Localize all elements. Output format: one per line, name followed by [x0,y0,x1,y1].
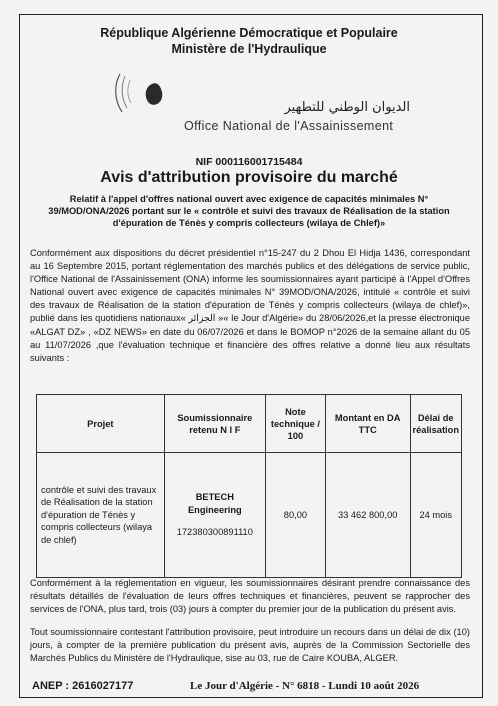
cell-company-name: BETECH Engineering [187,492,242,515]
ona-logo-icon [112,70,172,118]
cell-montant: 33 462 800,00 [325,453,410,578]
office-name-latin: Office National de l'Assainissement [184,119,394,133]
col-header-projet: Projet [37,395,165,453]
anep-reference: ANEP : 2616027177 [28,680,137,692]
journal-footer: Le Jour d'Algérie - N° 6818 - Lundi 10 août 2026 [186,680,423,692]
col-header-montant: Montant en DA TTC [325,395,410,453]
cell-delai: 24 mois [410,453,462,578]
cell-projet: contrôle et suivi des travaux de Réalisation de la station d'épuration de Ténès y compris collecteurs (wilaya de chlef) [37,453,165,578]
notice-subtitle: Relatif à l'appel d'offres national ouvert avec exigence de capacités minimales N° 39/MOD/ONA/2026 portant sur le « contrôle et suivi des travaux de Réalisation de la station d'épuration de Ténès y compris collecteurs (wilaya de Chlef)» [48,194,450,229]
col-header-soumissionnaire: Soumissionnaire retenu N I F [164,395,265,453]
col-header-note: Note technique / 100 [266,395,326,453]
notice-nif: NIF 000116001715484 [195,156,303,168]
intro-paragraph: Conformément aux dispositions du décret présidentiel n°15-247 du 2 Dhou El Hidja 1436, correspondant au 16 Septembre 2015, portant réglementation des marchés publics et des délégations de service public, l'Office National de l'Assainissement (ONA) informe les soumissionnaires ayant participé à l'Appel d'Offres National ouvert avec exigence de capacités minimales N° 39MOD/ONA/2026, intitulé « contrôle et suivi des travaux de Réalisation de la station d'épuration de Ténès y compris collecteurs (wilaya de chlef)», publié dans les quotidiens nationaux« الجزائر »« le Jour d'Algérie» du 28/06/2026,et la presse électronique «ALGAT DZ» , «DZ NEWS» en date du 06/07/2026 et dans le BOMOP n°2026 de la semaine allant du 05 au 11/07/2026 ,que l'évaluation technique et financière des offres relative a donné lieu aux résultats suivants : [30,248,470,363]
results-table-header-row [37,395,462,453]
results-table [36,394,462,578]
office-name-arabic: الديوان الوطني للتطهير [284,100,410,115]
ministry-title: Ministère de l'Hydraulique [171,42,327,56]
cell-soumissionnaire [164,453,265,578]
cell-note: 80,00 [266,453,326,578]
col-header-delai: Délai de réalisation [410,395,462,453]
table-row [37,453,462,578]
recours-paragraph: Tout soumissionnaire contestant l'attribution provisoire, peut introduire un recours dans un délai de dix (10) jours, à compter de la première publication du présent avis, auprès de la Commission Sectorielle des Marchés Publics du Ministère de l'Hydraulique, sise au 03, rue de Caire KOUBA, ALGER. [30,627,470,664]
consult-paragraph: Conformément à la réglementation en vigueur, les soumissionnaires désirant prendre connaissance des résultats détaillés de l'évaluation de leurs offres techniques et financières, peuvent se rapprocher des services de l'ONA, plus tard, trois (03) jours à compter du premier jour de la publication du présent avis. [30,578,470,615]
republic-title: République Algérienne Démocratique et Populaire [100,26,398,40]
cell-company-nif: 172380300891110 [176,527,253,538]
notice-title: Avis d'attribution provisoire du marché [100,169,398,186]
